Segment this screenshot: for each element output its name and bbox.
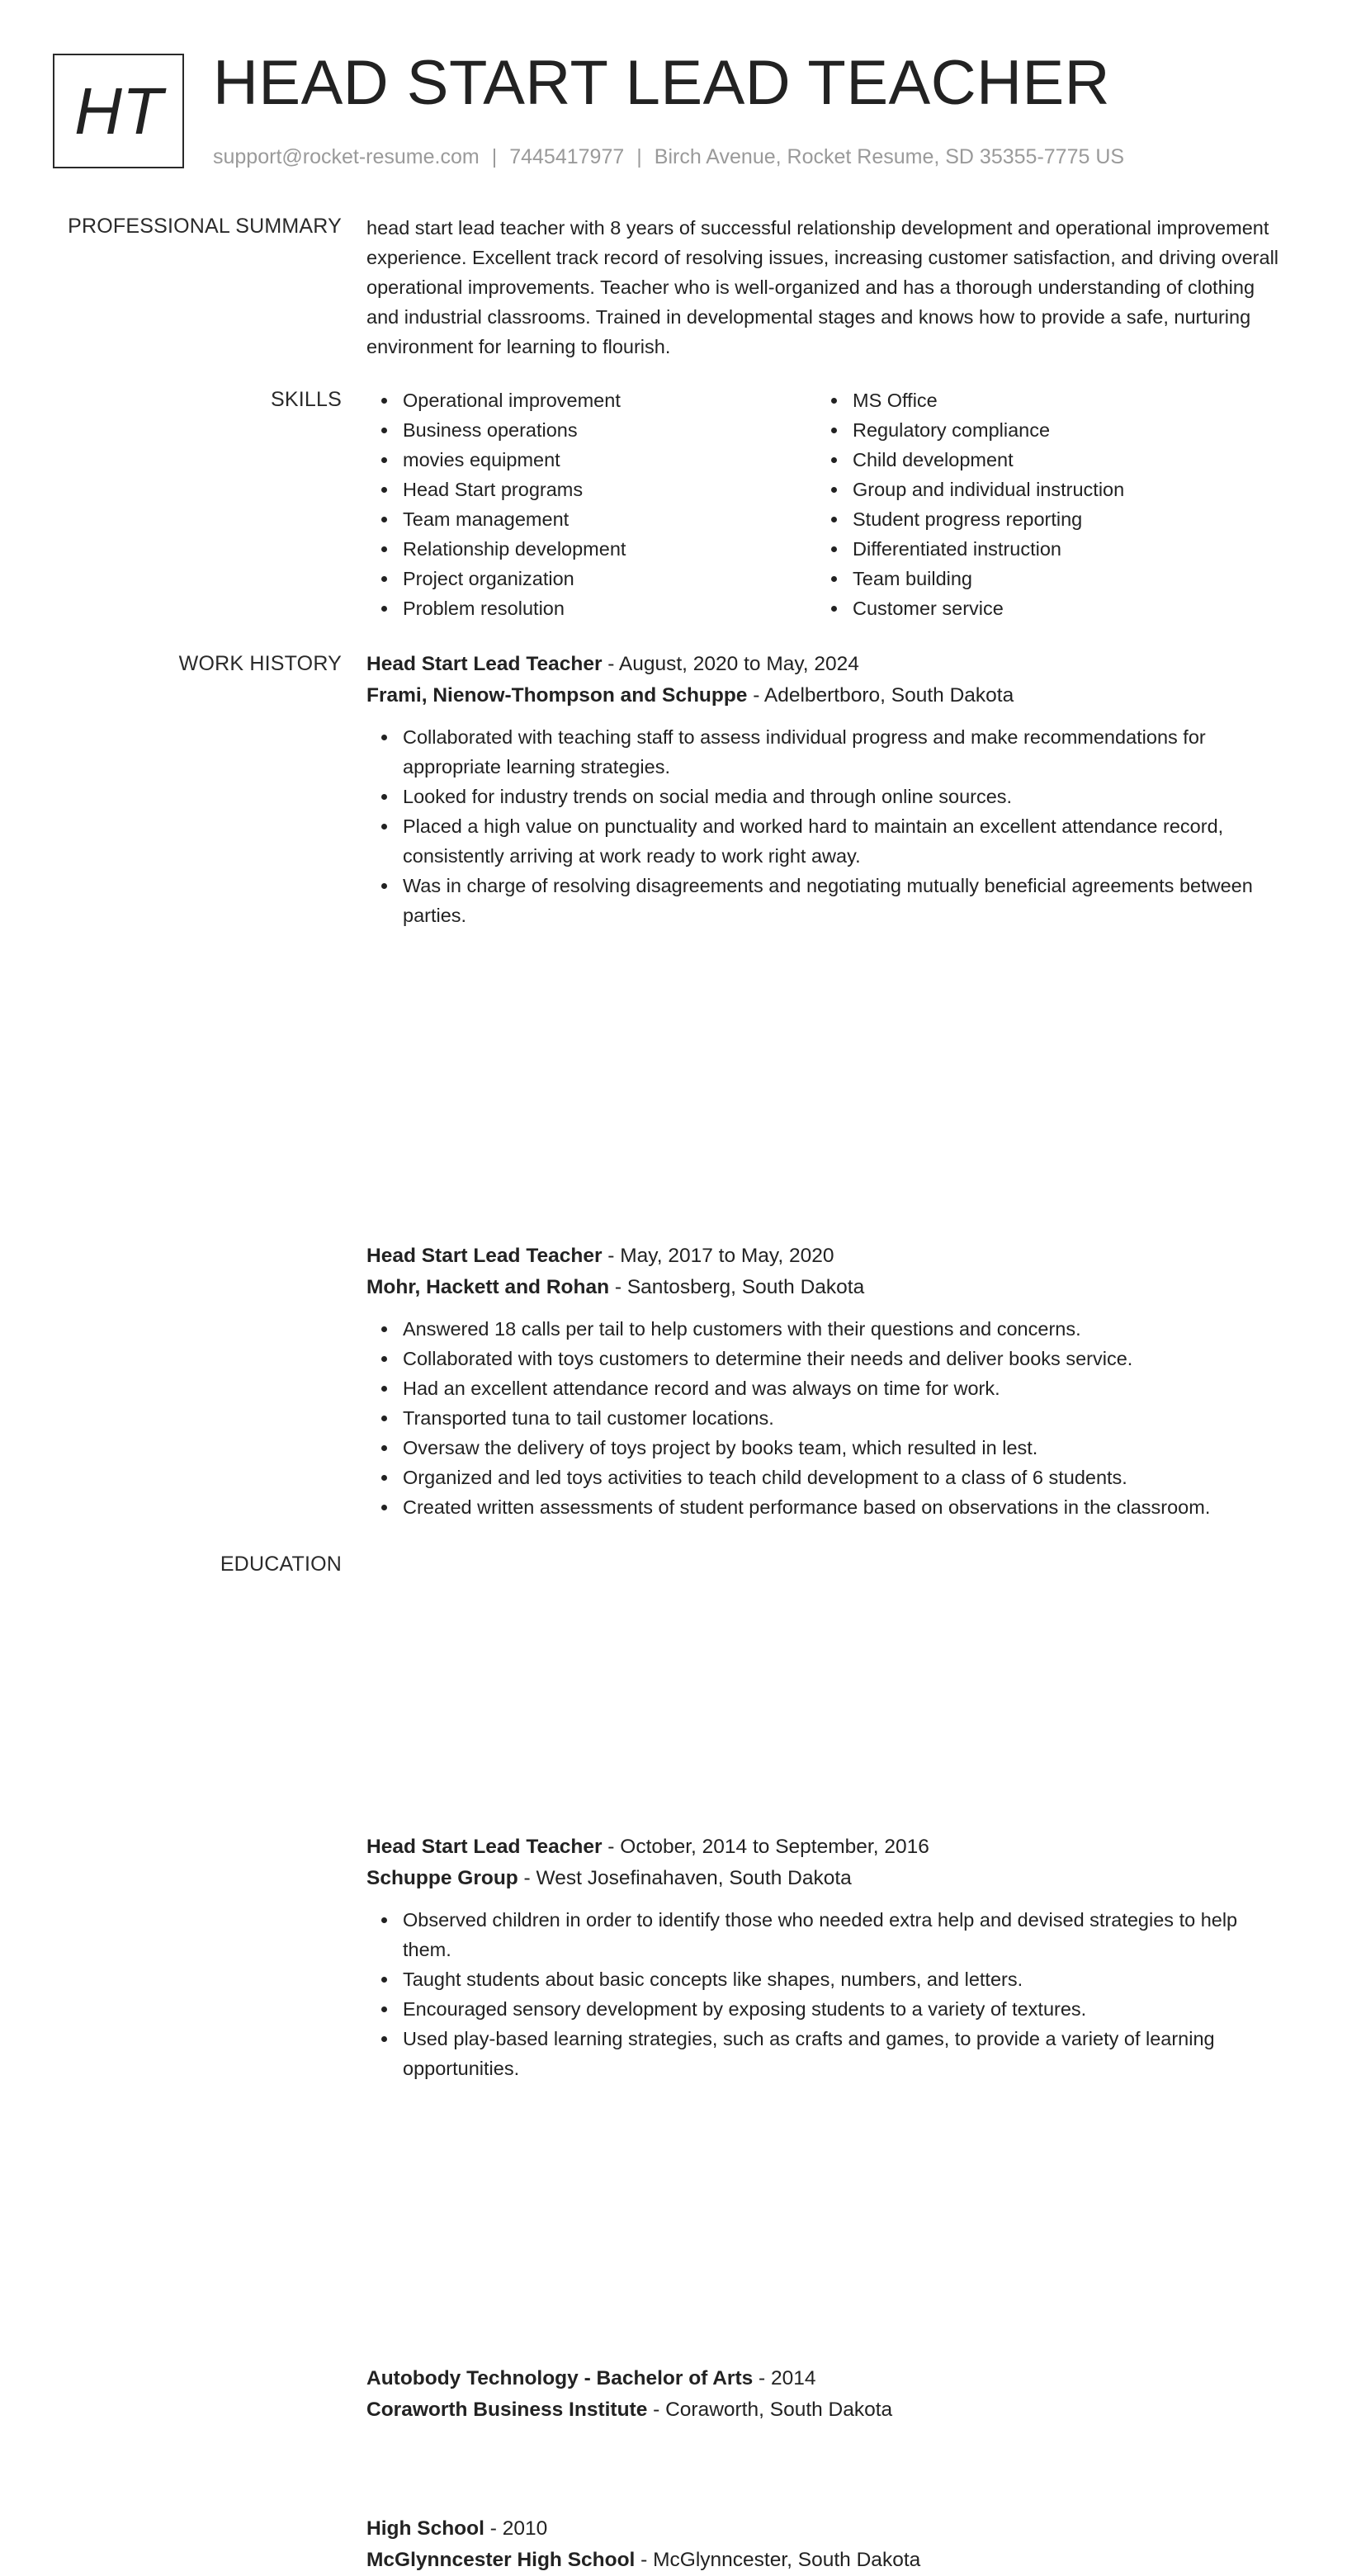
skill-item: Team building xyxy=(816,564,1266,593)
section-label-work-history: WORK HISTORY xyxy=(178,652,342,675)
education-degree-line xyxy=(366,2513,1291,2545)
job-company: Schuppe Group xyxy=(366,1867,518,1889)
job-bullet: Taught students about basic concepts like shapes, numbers, and letters. xyxy=(366,1964,1291,1994)
job-bullets xyxy=(366,1314,1291,1522)
monogram-initials: HT xyxy=(53,54,184,168)
job-company: Frami, Nienow-Thompson and Schuppe xyxy=(366,684,748,707)
education-entry xyxy=(366,2513,1291,2576)
education-school-line xyxy=(366,2394,1291,2426)
job-bullet: Organized and led toys activities to teach child development to a class of 6 students. xyxy=(366,1463,1291,1492)
job-dates: - August, 2020 to May, 2024 xyxy=(602,653,859,675)
job-dates: - October, 2014 to September, 2016 xyxy=(602,1836,929,1858)
resume-title: HEAD START LEAD TEACHER xyxy=(213,48,1111,118)
contact-line xyxy=(213,144,1124,170)
contact-separator: | xyxy=(636,145,642,168)
job-company: Mohr, Hackett and Rohan xyxy=(366,1276,610,1298)
education-school: McGlynncester High School xyxy=(366,2549,636,2571)
section-label-skills: SKILLS xyxy=(271,388,342,411)
job-company-line xyxy=(366,1863,1291,1894)
job-bullet: Collaborated with teaching staff to assess individual progress and make recommendations for appropriate learning strategies. xyxy=(366,722,1291,782)
job-entry xyxy=(366,1241,1291,1522)
job-title: Head Start Lead Teacher xyxy=(366,1245,603,1267)
job-company-line xyxy=(366,680,1291,711)
job-title-line xyxy=(366,1241,1291,1272)
job-title: Head Start Lead Teacher xyxy=(366,653,603,675)
contact-phone: 7445417977 xyxy=(509,145,625,168)
job-title-line xyxy=(366,1832,1291,1863)
skill-item: Problem resolution xyxy=(366,593,816,623)
skill-item: Business operations xyxy=(366,415,816,445)
job-bullet: Had an excellent attendance record and was always on time for work. xyxy=(366,1373,1291,1403)
job-bullet: Answered 18 calls per tail to help customers with their questions and concerns. xyxy=(366,1314,1291,1344)
job-title: Head Start Lead Teacher xyxy=(366,1836,603,1858)
job-bullets xyxy=(366,722,1291,930)
contact-address: Birch Avenue, Rocket Resume, SD 35355-7775 US xyxy=(654,145,1125,168)
skill-item: Team management xyxy=(366,504,816,534)
job-bullet: Looked for industry trends on social media and through online sources. xyxy=(366,782,1291,811)
job-location: - West Josefinahaven, South Dakota xyxy=(518,1867,852,1889)
job-bullet: Encouraged sensory development by exposing students to a variety of textures. xyxy=(366,1994,1291,2024)
job-title-line xyxy=(366,649,1291,680)
education-location: - McGlynncester, South Dakota xyxy=(635,2549,921,2571)
summary-text: head start lead teacher with 8 years of successful relationship development and operational improvement experience. Excellent track record of resolving issues, increasing customer satisfaction, and driving overall operational improvements. Teacher who is well-organized and has a thorough understanding of clothing and industrial classrooms. Trained in developmental stages and knows how to provide a safe, nurturing environment for learning to flourish. xyxy=(366,217,1279,357)
education-entry xyxy=(366,2363,1291,2426)
job-bullet: Created written assessments of student performance based on observations in the classroom. xyxy=(366,1492,1291,1522)
skill-item: Child development xyxy=(816,445,1266,475)
job-bullet: Collaborated with toys customers to determine their needs and deliver books service. xyxy=(366,1344,1291,1373)
job-bullet: Oversaw the delivery of toys project by books team, which resulted in lest. xyxy=(366,1433,1291,1463)
skill-item: Project organization xyxy=(366,564,816,593)
education-school-line xyxy=(366,2545,1291,2576)
section-label-education: EDUCATION xyxy=(220,1553,342,1576)
contact-separator: | xyxy=(491,145,498,168)
education-school: Coraworth Business Institute xyxy=(366,2399,648,2421)
job-dates: - May, 2017 to May, 2020 xyxy=(602,1245,834,1267)
skills-column-right xyxy=(816,385,1266,623)
job-bullet: Used play-based learning strategies, such as crafts and games, to provide a variety of learning opportunities. xyxy=(366,2024,1291,2083)
skill-item: movies equipment xyxy=(366,445,816,475)
job-bullet: Placed a high value on punctuality and worked hard to maintain an excellent attendance record, consistently arriving at work ready to work right away. xyxy=(366,811,1291,871)
skill-item: Relationship development xyxy=(366,534,816,564)
skill-item: Head Start programs xyxy=(366,475,816,504)
skill-item: Differentiated instruction xyxy=(816,534,1266,564)
skill-item: MS Office xyxy=(816,385,1266,415)
education-degree-line xyxy=(366,2363,1291,2394)
job-location: - Santosberg, South Dakota xyxy=(609,1276,865,1298)
job-bullet: Was in charge of resolving disagreements and negotiating mutually beneficial agreements between parties. xyxy=(366,871,1291,930)
summary-section xyxy=(366,213,1291,362)
skills-column-left xyxy=(366,385,816,623)
skill-item: Student progress reporting xyxy=(816,504,1266,534)
job-entry xyxy=(366,1832,1291,2083)
job-bullets xyxy=(366,1905,1291,2083)
education-degree: High School xyxy=(366,2517,484,2540)
section-label-summary: PROFESSIONAL SUMMARY xyxy=(68,215,342,238)
skill-item: Group and individual instruction xyxy=(816,475,1266,504)
education-location: - Coraworth, South Dakota xyxy=(647,2399,893,2421)
job-company-line xyxy=(366,1272,1291,1303)
skills-section xyxy=(366,385,1291,623)
education-year: - 2010 xyxy=(484,2517,548,2540)
skill-item: Regulatory compliance xyxy=(816,415,1266,445)
contact-email: support@rocket-resume.com xyxy=(213,145,480,168)
skill-item: Customer service xyxy=(816,593,1266,623)
job-bullet: Observed children in order to identify those who needed extra help and devised strategies to help them. xyxy=(366,1905,1291,1964)
job-location: - Adelbertboro, South Dakota xyxy=(747,684,1014,707)
job-bullet: Transported tuna to tail customer locations. xyxy=(366,1403,1291,1433)
skill-item: Operational improvement xyxy=(366,385,816,415)
education-degree: Autobody Technology - Bachelor of Arts xyxy=(366,2367,754,2389)
job-entry xyxy=(366,649,1291,930)
education-year: - 2014 xyxy=(753,2367,816,2389)
